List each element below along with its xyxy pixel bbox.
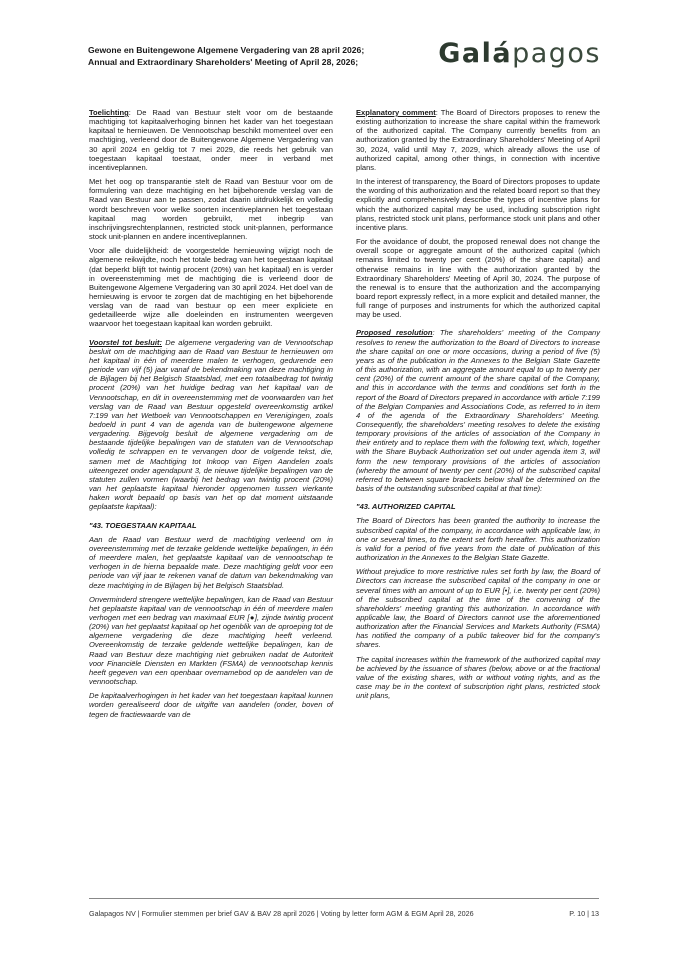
explanatory-paragraph bbox=[356, 108, 600, 172]
transparency-paragraph-nl: Met het oog op transparantie stelt de Raad van Bestuur voor om de formulering van deze machtiging en het bijbehorende verslag van de Raad van Bestuur aan te passen, zodat daarin uitdrukkelijk en volledig wordt beschreven voor welke soorten incentiveplannen het toegestaan kapitaal mag worden gebruikt, met inbegrip van inschrijvingsrechtenplannen, restricted stock unit-plannen, performance stock unit-plannen en andere incentiveplannen. bbox=[89, 177, 333, 242]
clarity-paragraph-nl: Voor alle duidelijkheid: de voorgestelde hernieuwing wijzigt noch de algemene reikwijdte, noch het totale bedrag van het toegestaan kapitaal (dat beperkt blijft tot twintig procent (20%) van het kapitaal) en is verder in overeenstemming met de machtiging die is verleend door de Buitengewone Algemene Vergadering van 30 april 2024. Het doel van de hernieuwing is ervoor te zorgen dat de machtiging en het bijbehorende verslag van de raad van bestuur op een meer expliciete en gedetailleerde wijze alle doeleinden en instrumenten weergeven waarvoor het toegestaan kapitaal kan worden gebruikt. bbox=[89, 246, 333, 329]
article-paragraph-1-en: The Board of Directors has been granted the authority to increase the subscribed capital of the company, in accordance with applicable law, in one or several times, to the extent set forth hereafter. This authorization is valid for a period of five years from the date of publication of this authorization in the Annexes to the Belgian State Gazette. bbox=[356, 516, 600, 563]
explanatory-label: Explanatory comment bbox=[356, 108, 436, 117]
document-footer bbox=[89, 898, 599, 918]
logo-light: pagos bbox=[512, 38, 601, 69]
proposed-text: : The shareholders' meeting of the Company resolves to renew the authorization to the Board of Directors to increase the share capital on one or more occasions, during a period of five (5) years as of the publication in the Annexes to the Belgian State Gazette of this authorization, with an aggregate amount equal to up to twenty per cent (20%) of the current amount of the share capital of the Company, and this in accordance with the terms and conditions set forth in the report of the Board of Directors prepared in accordance with article 7:199 of the Belgian Companies and Associations Code, as referred to in item 4 of the agenda of the Extraordinary Shareholders' Meeting. Consequently, the shareholders' meeting resolves to delete the existing temporary provisions of the articles of association of the Company in their entirety and to replace them with the following text, which, together with the Share Buyback Authorization set out under agenda item 3, will form the new temporary provisions of the articles of association (whereby the amount of twenty per cent (20%) of the subscribed capital referred to between square brackets below shall be determined on the basis of the outstanding subscribed capital at that time): bbox=[356, 328, 600, 494]
dutch-column bbox=[89, 108, 333, 724]
voorstel-paragraph bbox=[89, 338, 333, 512]
transparency-paragraph-en: In the interest of transparency, the Board of Directors proposes to update the wording of this authorization and the related board report so that they explicitly and comprehensively describe the types of incentive plans for which the authorized capital may be used, including subscription right plans, restricted stock unit plans, performance stock unit plans and other incentive plans. bbox=[356, 177, 600, 232]
proposed-label: Proposed resolution bbox=[356, 328, 433, 338]
toelichting-label: Toelichting bbox=[89, 108, 129, 117]
footer-text: Galapagos NV | Formulier stemmen per brief GAV & BAV 28 april 2026 | Voting by letter form AGM & EGM April 28, 2026 bbox=[89, 909, 474, 918]
avoidance-paragraph-en: For the avoidance of doubt, the proposed renewal does not change the overall scope or aggregate amount of the authorized capital (which remains limited to twenty per cent (20%) of the share capital) and otherwise remains in line with the authorization granted by the Extraordinary Shareholders' Meeting of April 30, 2024. The purpose of the renewal is to ensure that the authorization and the accompanying board report expressly reflect, in a more explicit and detailed manner, the full range of purposes and instruments for which the authorized capital may be used. bbox=[356, 237, 600, 320]
voorstel-label: Voorstel tot besluit: bbox=[89, 337, 162, 347]
logo-bold: Galá bbox=[438, 38, 513, 69]
article-title-en: "43. AUTHORIZED CAPITAL bbox=[356, 502, 456, 512]
article-paragraph-3-en: The capital increases within the framework of the authorized capital may be achieved by the issuance of shares (below, above or at the fractional value of the existing shares, with or without voting rights, and as the case may be in the context of subscription right plans, restricted stock unit plans, bbox=[356, 654, 600, 701]
header-title-nl: Gewone en Buitengewone Algemene Vergadering van 28 april 2026; bbox=[88, 45, 365, 55]
proposed-paragraph bbox=[356, 328, 600, 493]
english-column bbox=[356, 108, 600, 705]
page-number: P. 10 | 13 bbox=[569, 909, 599, 918]
explanatory-text: : The Board of Directors proposes to renew the existing authorization to increase the share capital within the framework of the authorized capital. The Company currently benefits from an authorization granted by the Extraordinary Shareholders' Meeting of April 30, 2024, valid until May 7, 2029, which already allows the use of authorized capital, among other things, in connection with incentive plans. bbox=[356, 108, 600, 172]
header-title bbox=[88, 44, 418, 68]
article-title-nl: "43. TOEGESTAAN KAPITAAL bbox=[89, 520, 197, 530]
article-paragraph-2-nl: Onverminderd strengere wettelijke bepalingen, kan de Raad van Bestuur het geplaatste kapitaal van de vennootschap in één of meerdere malen verhogen met een bedrag van maximaal EUR [●], zijnde twintig procent (20%) van het geplaatst kapitaal op het ogenblik van de oproeping tot de algemene vergadering die deze machtiging heeft verleend. Overeenkomstig de terzake geldende wettelijke bepalingen, kan de Raad van Bestuur deze machtiging niet gebruiken nadat de Autoriteit voor Financiële Diensten en Markten (FSMA) de vennootschap kennis heeft gegeven van een openbaar overnamebod op de aandelen van de vennootschap. bbox=[89, 594, 333, 687]
toelichting-paragraph bbox=[89, 108, 333, 172]
article-paragraph-1-nl: Aan de Raad van Bestuur werd de machtiging verleend om in overeenstemming met de terzake geldende wettelijke bepalingen, in één of meerdere malen, het geplaatste kapitaal van de vennootschap te verhogen in de hierna bepaalde mate. Deze machtiging geldt voor een periode van vijf jaar te rekenen vanaf de datum van bekendmaking van deze machtiging in de Bijlagen bij het Belgisch Staatsblad. bbox=[89, 534, 333, 590]
toelichting-text: : De Raad van Bestuur stelt voor om de bestaande machtiging tot kapitaalverhoging binnen het kader van het toegestaan kapitaal te hernieuwen. De Vennootschap beschikt momenteel over een machtiging, verleend door de Buitengewone Algemene Vergadering van 30 april 2024 en geldig tot 7 mei 2029, die reeds het gebruik van toegestaan kapitaal toestaat, onder meer in verband met incentiveplannen. bbox=[89, 108, 333, 172]
article-paragraph-3-nl: De kapitaalverhogingen in het kader van het toegestaan kapitaal kunnen worden gerealiseerd door de uitgifte van aandelen (onder, boven of tegen de fractiewaarde van de bbox=[89, 691, 333, 719]
galapagos-logo bbox=[438, 38, 601, 69]
header-title-en: Annual and Extraordinary Shareholders' Meeting of April 28, 2026; bbox=[88, 57, 359, 67]
voorstel-text: De algemene vergadering van de Vennootschap besluit om de machtiging aan de Raad van Bestuur te hernieuwen om het kapitaal in één of meerdere malen te verhogen, gedurende een periode van vijf (5) jaar vanaf de bekendmaking van deze machtiging in de Bijlagen bij het Belgisch Staatsblad, met een totaalbedrag tot twintig procent (20%) van het huidige bedrag van het kapitaal van de Vennootschap, en dit in overeenstemming met de voorwaarden van het verslag van de Raad van Bestuur opgesteld overeenkomstig artikel 7:199 van het Wetboek van Vennootschappen en Verenigingen, zoals bedoeld in punt 4 van de agenda van de buitengewone algemene vergadering. Bijgevolg besluit de algemene vergadering om de bestaande tijdelijke bepalingen van de statuten van de Vennootschap volledig te schrappen en te vervangen door de volgende tekst, die, samen met de Machtiging tot Inkoop van Eigen Aandelen zoals uiteengezet onder agendapunt 3, de nieuwe tijdelijke bepalingen van de statuten zullen vormen (waarbij het bedrag van twintig procent (20%) van het geplaatste kapitaal hieronder opgenomen tussen vierkante haken wordt bepaald op basis van het op dat moment uitstaande geplaatste kapitaal): bbox=[89, 337, 333, 512]
article-paragraph-2-en: Without prejudice to more restrictive rules set forth by law, the Board of Directors can increase the subscribed capital of the company in one or several times with an amount of up to EUR [•], i.e. twenty per cent (20%) of the subscribed capital at the time of the convening of the shareholders' meeting granting this authorization. In accordance with applicable law, the Board of Directors cannot use the aforementioned authorization after the Financial Services and Markets Authority (FSMA) has notified the company of a public takeover bid for the company's shares. bbox=[356, 567, 600, 650]
